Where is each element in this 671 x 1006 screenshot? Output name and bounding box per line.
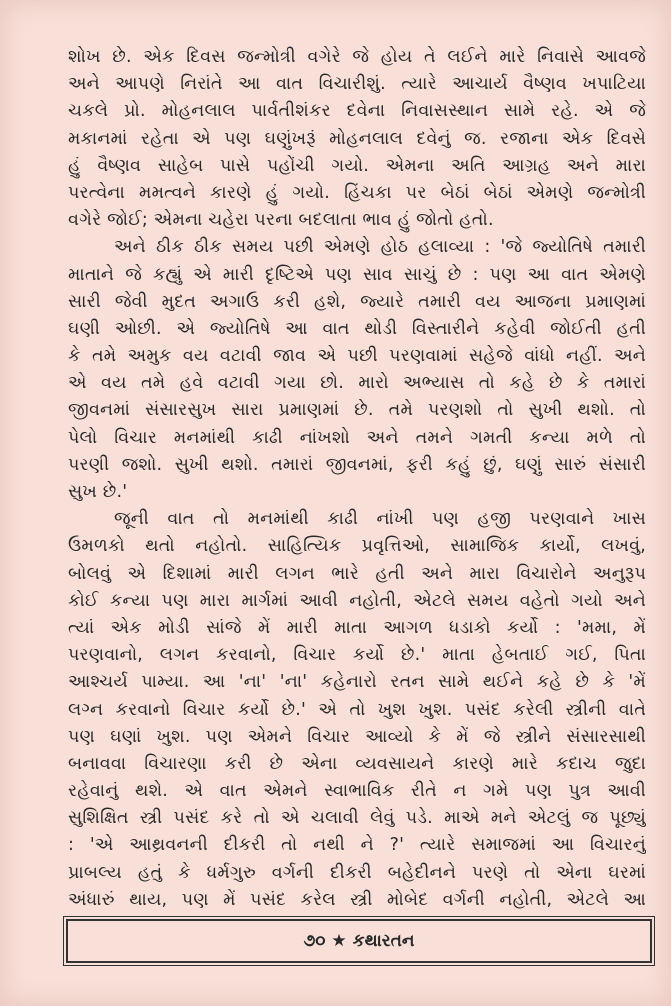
footer-border xyxy=(63,916,655,966)
text-line: સારી જેવી મુદત અગાઉ કરી હશે, જ્યારે તમારી વય આજના પ્રમાણમાં xyxy=(68,291,646,312)
text-line: પરત્વેના મમત્વને કારણે હું ગયો. હિંચકા પર બેઠાં બેઠાં એમણે જન્મોત્રી xyxy=(68,182,646,203)
text-line: પ્રાબલ્ય હતું કે ધર્મગુરુ વર્ગની દીકરી બહેદીનને પરણે તો એના ઘરમાં xyxy=(68,862,646,883)
text-line: સુશિક્ષિત સ્ત્રી પસંદ કરે તો એ ચલાવી લેવું પડે. માએ મને એટલું જ પૂછ્યું xyxy=(68,808,646,829)
text-line: : 'એ આથ્રવનની દીકરી તો નથી ને ?' ત્યારે સમાજમાં આ વિચારનું xyxy=(68,835,646,856)
text-line: હું વૈષ્ણવ સાહેબ પાસે પહોંચી ગયો. એમના અતિ આગ્રહ અને મારા xyxy=(68,155,646,176)
text-line: બોલવું એ દિશામાં મારી લગન ભારે હતી અને મારા વિચારોને અનુરૂપ xyxy=(68,563,646,584)
text-line: માતાને જે કહ્યું એ મારી દૃષ્ટિએ પણ સાવ સાચું છે : પણ આ વાત એમણે xyxy=(68,264,646,285)
text-line: ઘણી ઓછી. એ જ્યોતિષે આ વાત થોડી વિસ્તારીને કહેવી જોઈતી હતી xyxy=(68,318,646,339)
text-line: કે તમે અમુક વય વટાવી જાવ એ પછી પરણવામાં સહેજે વાંધો નહીં. અને xyxy=(68,346,646,367)
text-line: રહેવાનું થશે. એ વાત એમને સ્વાભાવિક રીતે ન ગમે પણ પુત્ર આવી xyxy=(68,781,646,802)
text-line: લગ્ન કરવાનો વિચાર કર્યો છે.' એ તો ખુશ ખુશ. પસંદ કરેલી સ્ત્રીની વાતે xyxy=(68,699,646,720)
text-line: કોઈ કન્યા પણ મારા માર્ગમાં આવી નહોતી, એટલે સમય વહેતો ગયો અને xyxy=(68,590,646,611)
text-line: ચકલે પ્રો. મોહનલાલ પાર્વતીશંકર દવેના નિવાસસ્થાન સામે રહે. એ જે xyxy=(68,101,646,122)
text-line: શોખ છે. એક દિવસ જન્મોત્રી વગેરે જે હોય તે લઈને મારે નિવાસે આવજે xyxy=(68,47,646,67)
text-line: પરણી જશો. સુખી થશો. તમારાં જીવનમાં, ફરી કહું છું, ઘણું સારું સંસારી xyxy=(68,454,646,475)
text-line: પેલો વિચાર મનમાંથી કાઢી નાંખશો અને તમને ગમતી કન્યા મળે તો xyxy=(68,427,646,448)
text-line: અને ઠીક ઠીક સમય પછી એમણે હોઠ હલાવ્યા : 'જે જ્યોતિષે તમારી xyxy=(114,237,646,258)
text-line: અંધારું થાય, પણ મેં પસંદ કરેલ સ્ત્રી મોબેદ વર્ગની નહોતી, એટલે આ xyxy=(68,889,646,910)
body-text xyxy=(68,44,646,914)
text-line: જૂની વાત તો મનમાંથી કાઢી નાંખી પણ હજી પરણવાને ખાસ xyxy=(114,509,646,530)
text-line: ઉમળકો થતો નહોતો. સાહિત્યિક પ્રવૃત્તિઓ, સામાજિક કાર્યો, લખવું, xyxy=(68,536,646,557)
text-line: પરણવાનો, લગન કરવાનો, વિચાર કર્યો છે.' માતા હેબતાઈ ગઈ, પિતા xyxy=(68,645,646,666)
text-line: ત્યાં એક મોડી સાંજે મેં મારી માતા આગળ ધડાકો કર્યો : 'મમા, મેં xyxy=(68,617,646,638)
page-number-label: ૭૦ ★ કથારતન xyxy=(303,931,415,951)
text-line: અને આપણે નિરાંતે આ વાત વિચારીશું. ત્યારે આચાર્ય વૈષ્ણવ ખપાટિયા xyxy=(68,74,646,95)
text-line: મકાનમાં રહેતા એ પણ ઘણુંખરૂં મોહનલાલ દવેનું જ. રજાના એક દિવસે xyxy=(68,128,646,149)
text-line: બનાવવા વિચારણા કરી છે એના વ્યવસાયને કારણે મારે કદાચ જુદા xyxy=(68,753,646,774)
text-line: જીવનમાં સંસારસુખ સારા પ્રમાણમાં છે. તમે પરણશો તો સુખી થશો. તો xyxy=(68,400,646,421)
text-line: સુખ છે.' xyxy=(68,482,128,502)
text-line: પણ ઘણાં ખુશ. પણ એમને વિચાર આવ્યો કે મેં જે સ્ત્રીને સંસારસાથી xyxy=(68,726,646,747)
text-line: એ વય તમે હવે વટાવી ગયા છો. મારો અભ્યાસ તો કહે છે કે તમારાં xyxy=(68,373,646,394)
page-footer xyxy=(66,919,652,963)
text-line: આશ્ચર્ય પામ્યા. આ 'ના' 'ના' કહેનારો રતન સામે થઈને કહે છે કે 'મેં xyxy=(68,672,646,693)
text-line: વગેરે જોઈ; એમના ચહેરા પરના બદલાતા ભાવ હું જોતો હતો. xyxy=(68,210,494,231)
